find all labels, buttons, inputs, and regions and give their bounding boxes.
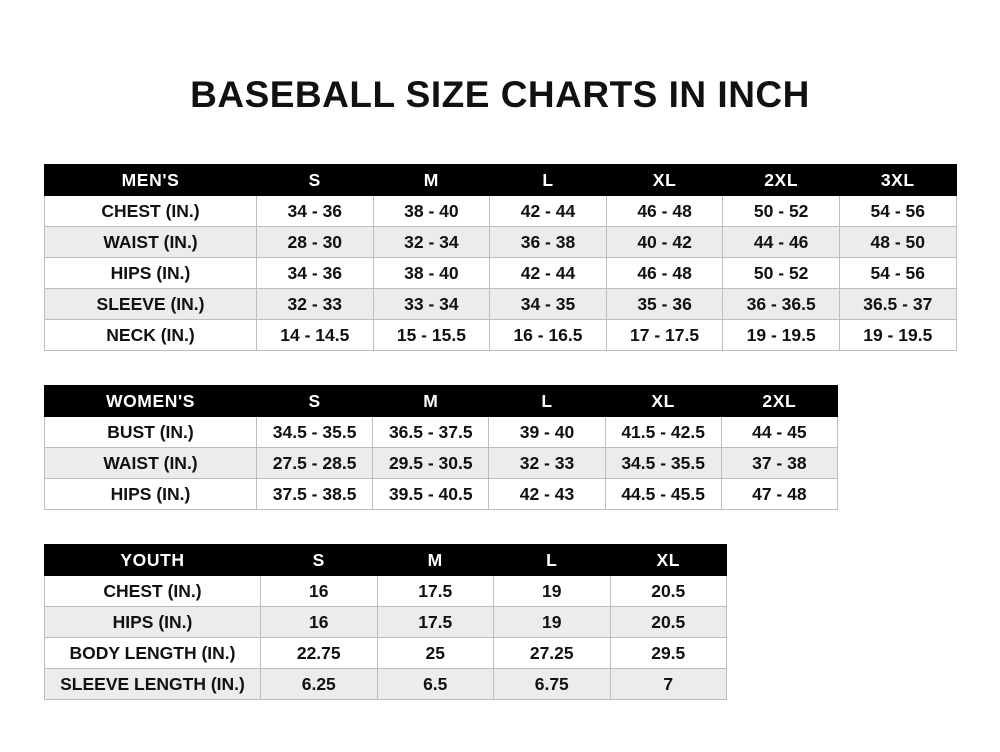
table-row xyxy=(45,227,957,258)
row-label: HIPS (IN.) xyxy=(45,607,261,638)
table-cell: 54 - 56 xyxy=(839,196,956,227)
table-cell: 28 - 30 xyxy=(257,227,374,258)
table-cell: 44 - 45 xyxy=(721,417,837,448)
table-row xyxy=(45,320,957,351)
table-cell: 36 - 36.5 xyxy=(723,289,840,320)
row-label: BUST (IN.) xyxy=(45,417,257,448)
column-header: M xyxy=(373,386,489,417)
column-header: L xyxy=(490,165,607,196)
table-cell: 38 - 40 xyxy=(373,258,490,289)
row-label: WAIST (IN.) xyxy=(45,227,257,258)
row-label: CHEST (IN.) xyxy=(45,576,261,607)
table-cell: 19 - 19.5 xyxy=(723,320,840,351)
table-cell: 27.25 xyxy=(494,638,611,669)
table-cell: 20.5 xyxy=(610,607,727,638)
table-cell: 15 - 15.5 xyxy=(373,320,490,351)
table-cell: 27.5 - 28.5 xyxy=(257,448,373,479)
table-row xyxy=(45,607,727,638)
page-title: BASEBALL SIZE CHARTS IN INCH xyxy=(190,74,810,115)
table-cell: 6.25 xyxy=(261,669,378,700)
column-header: 3XL xyxy=(839,165,956,196)
table-cell: 36.5 - 37 xyxy=(839,289,956,320)
table-cell: 19 - 19.5 xyxy=(839,320,956,351)
table-row xyxy=(45,417,838,448)
row-label: BODY LENGTH (IN.) xyxy=(45,638,261,669)
table-row xyxy=(45,448,838,479)
row-label: HIPS (IN.) xyxy=(45,258,257,289)
table-cell: 34.5 - 35.5 xyxy=(605,448,721,479)
youth-size-table xyxy=(44,544,727,700)
column-header: XL xyxy=(610,545,727,576)
table-cell: 32 - 33 xyxy=(489,448,605,479)
table-row xyxy=(45,479,838,510)
womens-size-table xyxy=(44,385,838,510)
table-cell: 33 - 34 xyxy=(373,289,490,320)
table-header-row xyxy=(45,545,727,576)
table-cell: 6.75 xyxy=(494,669,611,700)
table-cell: 47 - 48 xyxy=(721,479,837,510)
table-row xyxy=(45,289,957,320)
table-cell: 14 - 14.5 xyxy=(257,320,374,351)
table-cell: 17 - 17.5 xyxy=(606,320,723,351)
table-cell: 36 - 38 xyxy=(490,227,607,258)
table-cell: 42 - 44 xyxy=(490,258,607,289)
table-row xyxy=(45,196,957,227)
column-header: S xyxy=(257,386,373,417)
column-header: 2XL xyxy=(723,165,840,196)
table-cell: 50 - 52 xyxy=(723,258,840,289)
column-header: S xyxy=(257,165,374,196)
table-header-row xyxy=(45,165,957,196)
table-row xyxy=(45,258,957,289)
column-header: YOUTH xyxy=(45,545,261,576)
column-header: M xyxy=(373,165,490,196)
table-cell: 50 - 52 xyxy=(723,196,840,227)
row-label: SLEEVE (IN.) xyxy=(45,289,257,320)
mens-size-table xyxy=(44,164,957,351)
size-tables-container xyxy=(0,164,1000,700)
row-label: SLEEVE LENGTH (IN.) xyxy=(45,669,261,700)
table-cell: 54 - 56 xyxy=(839,258,956,289)
column-header: WOMEN'S xyxy=(45,386,257,417)
table-cell: 17.5 xyxy=(377,607,494,638)
table-row xyxy=(45,576,727,607)
table-row xyxy=(45,638,727,669)
row-label: CHEST (IN.) xyxy=(45,196,257,227)
table-cell: 19 xyxy=(494,607,611,638)
table-cell: 34 - 36 xyxy=(257,258,374,289)
table-cell: 38 - 40 xyxy=(373,196,490,227)
column-header: XL xyxy=(605,386,721,417)
table-cell: 42 - 43 xyxy=(489,479,605,510)
column-header: S xyxy=(261,545,378,576)
column-header: XL xyxy=(606,165,723,196)
row-label: HIPS (IN.) xyxy=(45,479,257,510)
table-cell: 46 - 48 xyxy=(606,196,723,227)
table-header-row xyxy=(45,386,838,417)
table-cell: 32 - 33 xyxy=(257,289,374,320)
column-header: M xyxy=(377,545,494,576)
column-header: 2XL xyxy=(721,386,837,417)
table-cell: 17.5 xyxy=(377,576,494,607)
table-cell: 29.5 xyxy=(610,638,727,669)
table-cell: 46 - 48 xyxy=(606,258,723,289)
column-header: MEN'S xyxy=(45,165,257,196)
column-header: L xyxy=(494,545,611,576)
table-cell: 34 - 35 xyxy=(490,289,607,320)
table-row xyxy=(45,669,727,700)
table-cell: 34 - 36 xyxy=(257,196,374,227)
table-cell: 48 - 50 xyxy=(839,227,956,258)
table-cell: 6.5 xyxy=(377,669,494,700)
table-cell: 16 - 16.5 xyxy=(490,320,607,351)
table-cell: 25 xyxy=(377,638,494,669)
table-cell: 37.5 - 38.5 xyxy=(257,479,373,510)
row-label: WAIST (IN.) xyxy=(45,448,257,479)
table-cell: 39.5 - 40.5 xyxy=(373,479,489,510)
table-cell: 37 - 38 xyxy=(721,448,837,479)
table-cell: 20.5 xyxy=(610,576,727,607)
table-cell: 16 xyxy=(261,576,378,607)
table-cell: 34.5 - 35.5 xyxy=(257,417,373,448)
table-cell: 29.5 - 30.5 xyxy=(373,448,489,479)
table-cell: 19 xyxy=(494,576,611,607)
table-cell: 44.5 - 45.5 xyxy=(605,479,721,510)
row-label: NECK (IN.) xyxy=(45,320,257,351)
table-cell: 42 - 44 xyxy=(490,196,607,227)
column-header: L xyxy=(489,386,605,417)
table-cell: 44 - 46 xyxy=(723,227,840,258)
table-cell: 40 - 42 xyxy=(606,227,723,258)
table-cell: 36.5 - 37.5 xyxy=(373,417,489,448)
table-cell: 32 - 34 xyxy=(373,227,490,258)
table-cell: 39 - 40 xyxy=(489,417,605,448)
table-cell: 35 - 36 xyxy=(606,289,723,320)
table-cell: 16 xyxy=(261,607,378,638)
table-cell: 22.75 xyxy=(261,638,378,669)
table-cell: 41.5 - 42.5 xyxy=(605,417,721,448)
table-cell: 7 xyxy=(610,669,727,700)
